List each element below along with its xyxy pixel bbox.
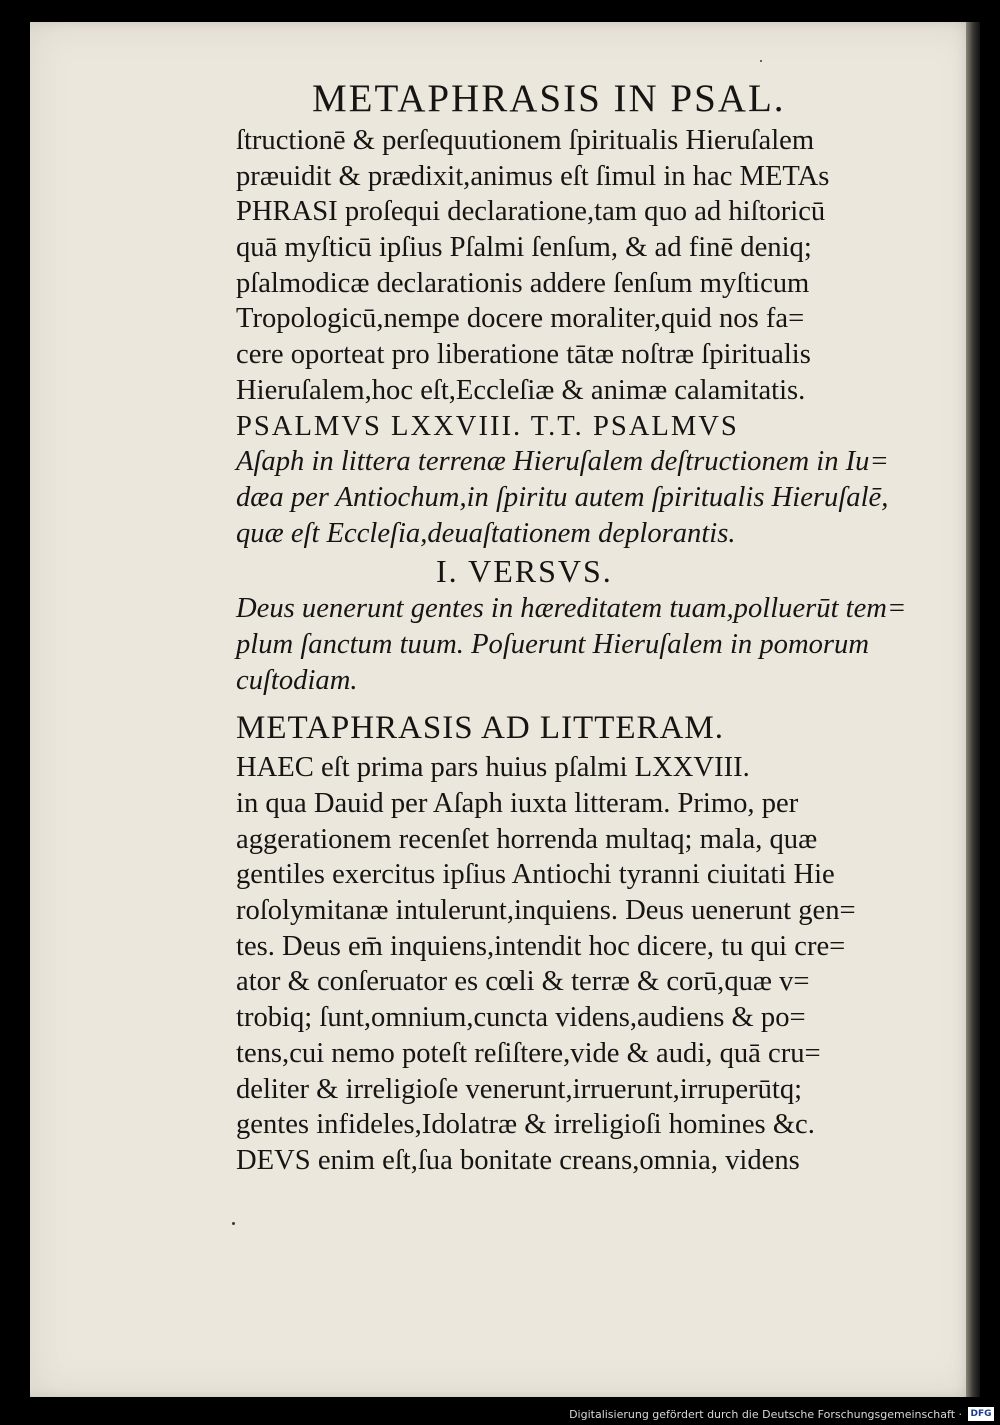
text-line: Deus uenerunt gentes in hæreditatem tuam,polluerūt tem= bbox=[236, 593, 907, 625]
digitization-footer bbox=[569, 1407, 994, 1421]
body-paragraph bbox=[236, 750, 936, 1178]
versus-heading: I. VERSVS. bbox=[436, 553, 613, 590]
text-line: cere oporteat pro liberatione tātæ noſtræ ſpiritualis bbox=[236, 339, 811, 371]
text-line: DEVS enim eſt,ſua bonitate creans,omnia, videns bbox=[236, 1144, 800, 1176]
text-line: quæ eſt Eccleſia,deuaſtationem deplorantis. bbox=[236, 517, 736, 549]
footer-credit: Digitalisierung gefördert durch die Deutsche Forschungsgemeinschaft · bbox=[569, 1407, 962, 1421]
text-line: tes. Deus em̄ inquiens,intendit hoc dicere, tu qui cre= bbox=[236, 930, 846, 962]
text-line: dæa per Antiochum,in ſpiritu autem ſpiritualis Hieruſalē, bbox=[236, 481, 889, 513]
text-line: trobiq; ſunt,omnium,cuncta videns,audiens & po= bbox=[236, 1002, 806, 1034]
text-line: roſolymitanæ intulerunt,inquiens. Deus uenerunt gen= bbox=[236, 895, 856, 927]
text-line: Hieruſalem,hoc eſt,Eccleſiæ & animæ calamitatis. bbox=[236, 374, 806, 406]
text-line: ator & conſeruator es cœli & terræ & corū,quæ v= bbox=[236, 966, 810, 998]
text-line: quā myſticū ipſius Pſalmi ſenſum, & ad finē deniq; bbox=[236, 232, 812, 264]
verse-text bbox=[236, 591, 936, 698]
page-edge-shadow bbox=[966, 22, 980, 1397]
text-line: gentes infideles,Idolatræ & irreligioſi homines &c. bbox=[236, 1109, 815, 1141]
text-line: pſalmodicæ declarationis addere ſenſum myſticum bbox=[236, 267, 810, 299]
text-line: in qua Dauid per Aſaph iuxta litteram. Primo, per bbox=[236, 788, 799, 819]
ink-speck bbox=[760, 60, 762, 62]
text-line: Aſaph in littera terrenæ Hieruſalem deſtructionem in Iu= bbox=[236, 446, 889, 478]
ink-speck bbox=[232, 1222, 235, 1225]
text-line: cuſtodiam. bbox=[236, 664, 358, 696]
psalm-description bbox=[236, 444, 936, 551]
text-line: HAEC eſt prima pars huius pſalmi LXXVIII. bbox=[236, 752, 750, 784]
text-line: Tropologicū,nempe docere moraliter,quid nos fa= bbox=[236, 303, 805, 335]
intro-paragraph bbox=[236, 123, 936, 409]
text-line: gentiles exercitus ipſius Antiochi tyranni ciuitati Hie bbox=[236, 859, 835, 891]
text-line: tens,cui nemo poteſt reſiſtere,vide & audi, quā cru= bbox=[236, 1037, 821, 1069]
psalm-title: PSALMVS LXXVIII. T.T. PSALMVS bbox=[236, 410, 739, 442]
running-head: METAPHRASIS IN PSAL. bbox=[312, 77, 786, 120]
text-line: aggerationem recenſet horrenda multaq; mala, quæ bbox=[236, 823, 818, 855]
text-line: PHRASI proſequi declaratione,tam quo ad hiſtoricū bbox=[236, 196, 826, 228]
page-text bbox=[236, 75, 936, 1179]
text-line: ſtructionē & perſequutionem ſpiritualis Hieruſalem bbox=[236, 125, 815, 156]
dfg-logo-icon: DFG bbox=[968, 1407, 994, 1421]
text-line: præuidit & prædixit,animus eſt ſimul in hac METAs bbox=[236, 160, 830, 192]
text-line: plum ſanctum tuum. Poſuerunt Hieruſalem in pomorum bbox=[236, 628, 869, 660]
text-line: deliter & irreligioſe venerunt,irruerunt,irruperūtq; bbox=[236, 1073, 803, 1105]
metaphrasis-heading: METAPHRASIS AD LITTERAM. bbox=[236, 710, 724, 747]
